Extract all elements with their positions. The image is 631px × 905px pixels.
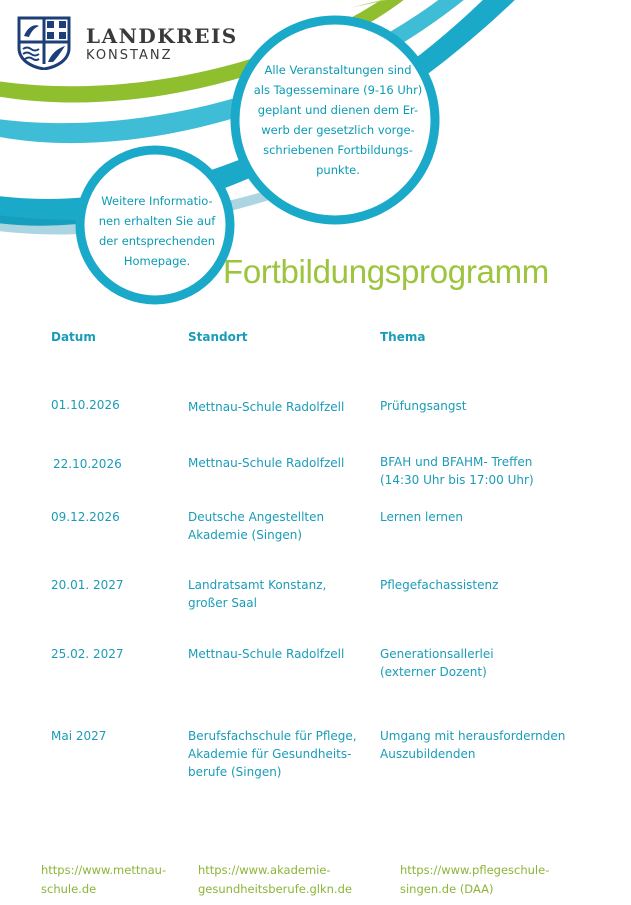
row-topic: Prüfungsangst — [380, 399, 467, 413]
row-location: Deutsche Angestellten Akademie (Singen) — [188, 510, 325, 542]
column-header-location: Standort — [188, 330, 248, 344]
row-date: 01.10.2026 — [51, 398, 120, 412]
row-location: Landratsamt Konstanz, großer Saal — [188, 578, 327, 610]
row-date: 20.01. 2027 — [51, 578, 124, 592]
row-location: Mettnau-Schule Radolfzell — [188, 647, 345, 661]
row-date: Mai 2027 — [51, 729, 107, 743]
row-date: 22.10.2026 — [53, 457, 122, 471]
row-topic: Lernen lernen — [380, 510, 464, 524]
page-title: Fortbildungsprogramm — [223, 253, 549, 290]
row-topic: Generationsallerlei (externer Dozent) — [380, 647, 494, 679]
row-topic: Pflegefachassistenz — [380, 578, 499, 592]
row-date: 09.12.2026 — [51, 510, 120, 524]
row-location: Berufsfachschule für Pflege, Akademie für Gesundheits- berufe (Singen) — [188, 729, 357, 779]
row-location: Mettnau-Schule Radolfzell — [188, 456, 345, 470]
row-location: Mettnau-Schule Radolfzell — [188, 400, 345, 414]
akademie-gesundheitsberufe-link[interactable]: https://www.akademie- gesundheitsberufe.glkn.de — [198, 863, 352, 896]
row-topic: BFAH und BFAHM- Treffen (14:30 Uhr bis 17:00 Uhr) — [380, 455, 534, 487]
logo-subtitle: KONSTANZ — [86, 48, 173, 63]
column-header-topic: Thema — [380, 330, 426, 344]
logo-title: LANDKREIS — [86, 24, 238, 48]
row-date: 25.02. 2027 — [51, 647, 124, 661]
column-header-date: Datum — [51, 330, 96, 344]
pflegeschule-singen-link[interactable]: https://www.pflegeschule- singen.de (DAA) — [400, 863, 550, 896]
mettnau-schule-link[interactable]: https://www.mettnau- schule.de — [41, 863, 167, 896]
landkreis-crest-icon — [17, 16, 71, 70]
seminar-info-text: Alle Veranstaltungen sind als Tagesseminare (9-16 Uhr) geplant und dienen dem Er- werb der gesetzlich vorge- schriebenen Fortbildungs- punkte. — [253, 63, 423, 177]
row-topic: Umgang mit herausfordernden Auszubildenden — [380, 729, 566, 761]
homepage-info-text: Weitere Informatio- nen erhalten Sie auf der entsprechenden Homepage. — [98, 194, 216, 268]
